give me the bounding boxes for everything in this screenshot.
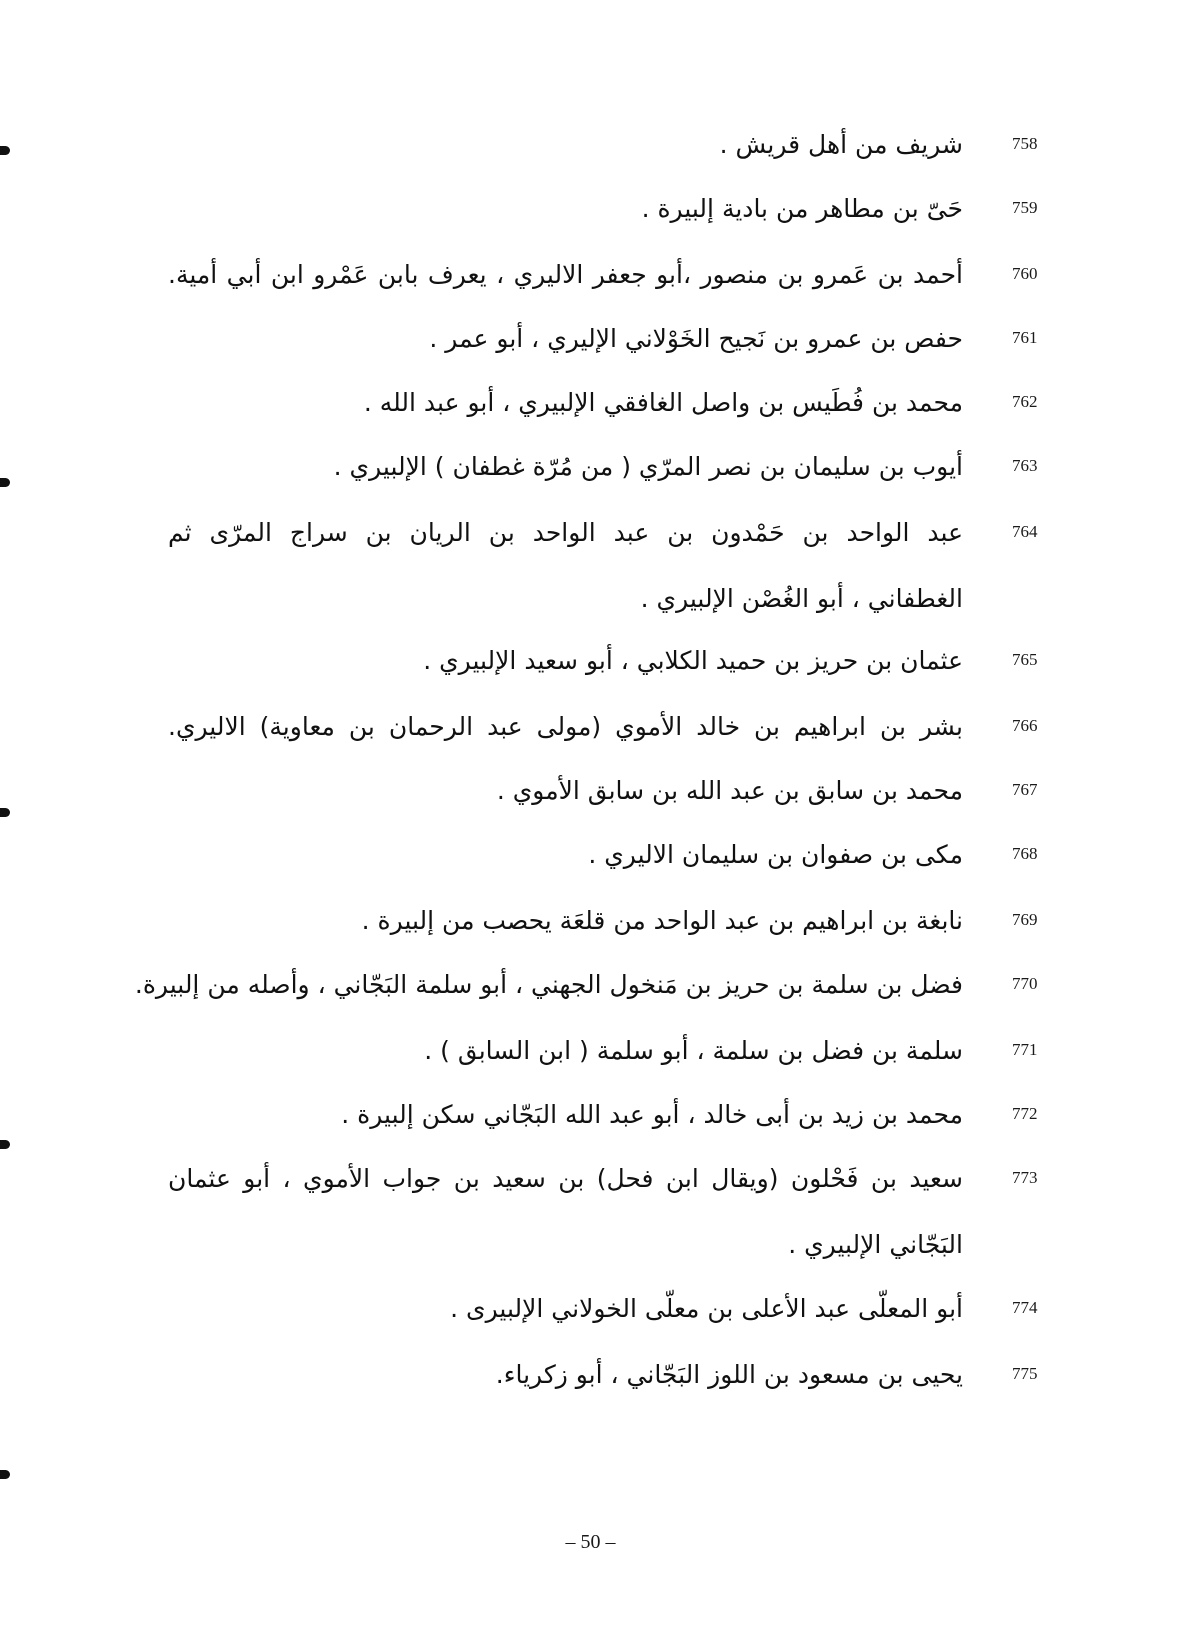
entry-text: محمد بن زيد بن أبى خالد ، أبو عبد الله البَجّاني سكن إلبيرة . [341,1100,963,1129]
entry-text: سلمة بن فضل بن سلمة ، أبو سلمة ( ابن السابق ) . [424,1036,963,1065]
binding-hole-mark [0,478,10,487]
entry-text: محمد بن فُطَيس بن واصل الغافقي الإلبيري ، أبو عبد الله . [363,388,963,417]
entry-number: 772 [1012,1104,1038,1123]
entry-number: 761 [1012,328,1038,347]
entry-number: 769 [1012,910,1038,929]
entry-text-continued: البَجّاني الإلبيري . [788,1230,963,1259]
page-number: – 50 – [565,1531,616,1553]
entry-number: 770 [1012,974,1038,993]
entry-number: 765 [1012,650,1038,669]
entry-text: يحيى بن مسعود بن اللوز البَجّاني ، أبو زكرياء. [495,1360,963,1389]
entry-number: 764 [1012,522,1038,541]
entry-number: 775 [1012,1364,1038,1383]
entry-number: 773 [1012,1168,1038,1187]
entry-number: 759 [1012,198,1038,217]
entry-text: حفص بن عمرو بن نَجيح الخَوْلاني الإليري ، أبو عمر . [429,324,963,353]
entry-text: فضل بن سلمة بن حريز بن مَنخول الجهني ، أبو سلمة البَجّاني ، وأصله من إلبيرة. [134,970,963,999]
entry-text: أبو المعلّى عبد الأعلى بن معلّى الخولاني الإلبيرى . [450,1294,963,1323]
entry-number: 762 [1012,392,1038,411]
entry-number: 767 [1012,780,1038,799]
entry-number: 768 [1012,844,1038,863]
entry-text: محمد بن سابق بن عبد الله بن سابق الأموي . [496,776,963,805]
entry-text: عثمان بن حريز بن حميد الكلابي ، أبو سعيد الإلبيري . [423,646,963,675]
entry-number: 760 [1012,264,1038,283]
binding-hole-mark [0,808,10,817]
entry-number: 774 [1012,1298,1038,1317]
entry-text: أيوب بن سليمان بن نصر المرّي ( من مُرّة غطفان ) الإلبيري . [333,452,963,481]
binding-hole-mark [0,1470,10,1479]
binding-hole-mark [0,1140,10,1149]
entry-text: نابغة بن ابراهيم بن عبد الواحد من قلعَة يحصب من إلبيرة . [361,906,963,935]
entry-number: 771 [1012,1040,1038,1059]
entry-text-continued: الغطفاني ، أبو الغُصْن الإلبيري . [640,584,963,613]
entry-text: شريف من أهل قريش . [719,130,963,159]
entry-number: 758 [1012,134,1038,153]
entry-text: بشر بن ابراهيم بن خالد الأموي (مولى عبد الرحمان بن معاوية) الاليري. [168,712,963,741]
entry-text: حَىّ بن مطاهر من بادية إلبيرة . [641,194,963,223]
entry-text: عبد الواحد بن حَمْدون بن عبد الواحد بن الريان بن سراج المرّى ثم [168,518,963,547]
entry-text: مكى بن صفوان بن سليمان الاليري . [588,840,963,869]
entry-number: 766 [1012,716,1038,735]
entry-number: 763 [1012,456,1038,475]
binding-hole-mark [0,146,10,155]
entry-text: سعيد بن فَحْلون (ويقال ابن فحل) بن سعيد بن جواب الأموي ، أبو عثمان [168,1164,963,1193]
entry-text: أحمد بن عَمرو بن منصور ،أبو جعفر الاليري ، يعرف بابن عَمْرو ابن أبي أمية. [168,260,963,289]
